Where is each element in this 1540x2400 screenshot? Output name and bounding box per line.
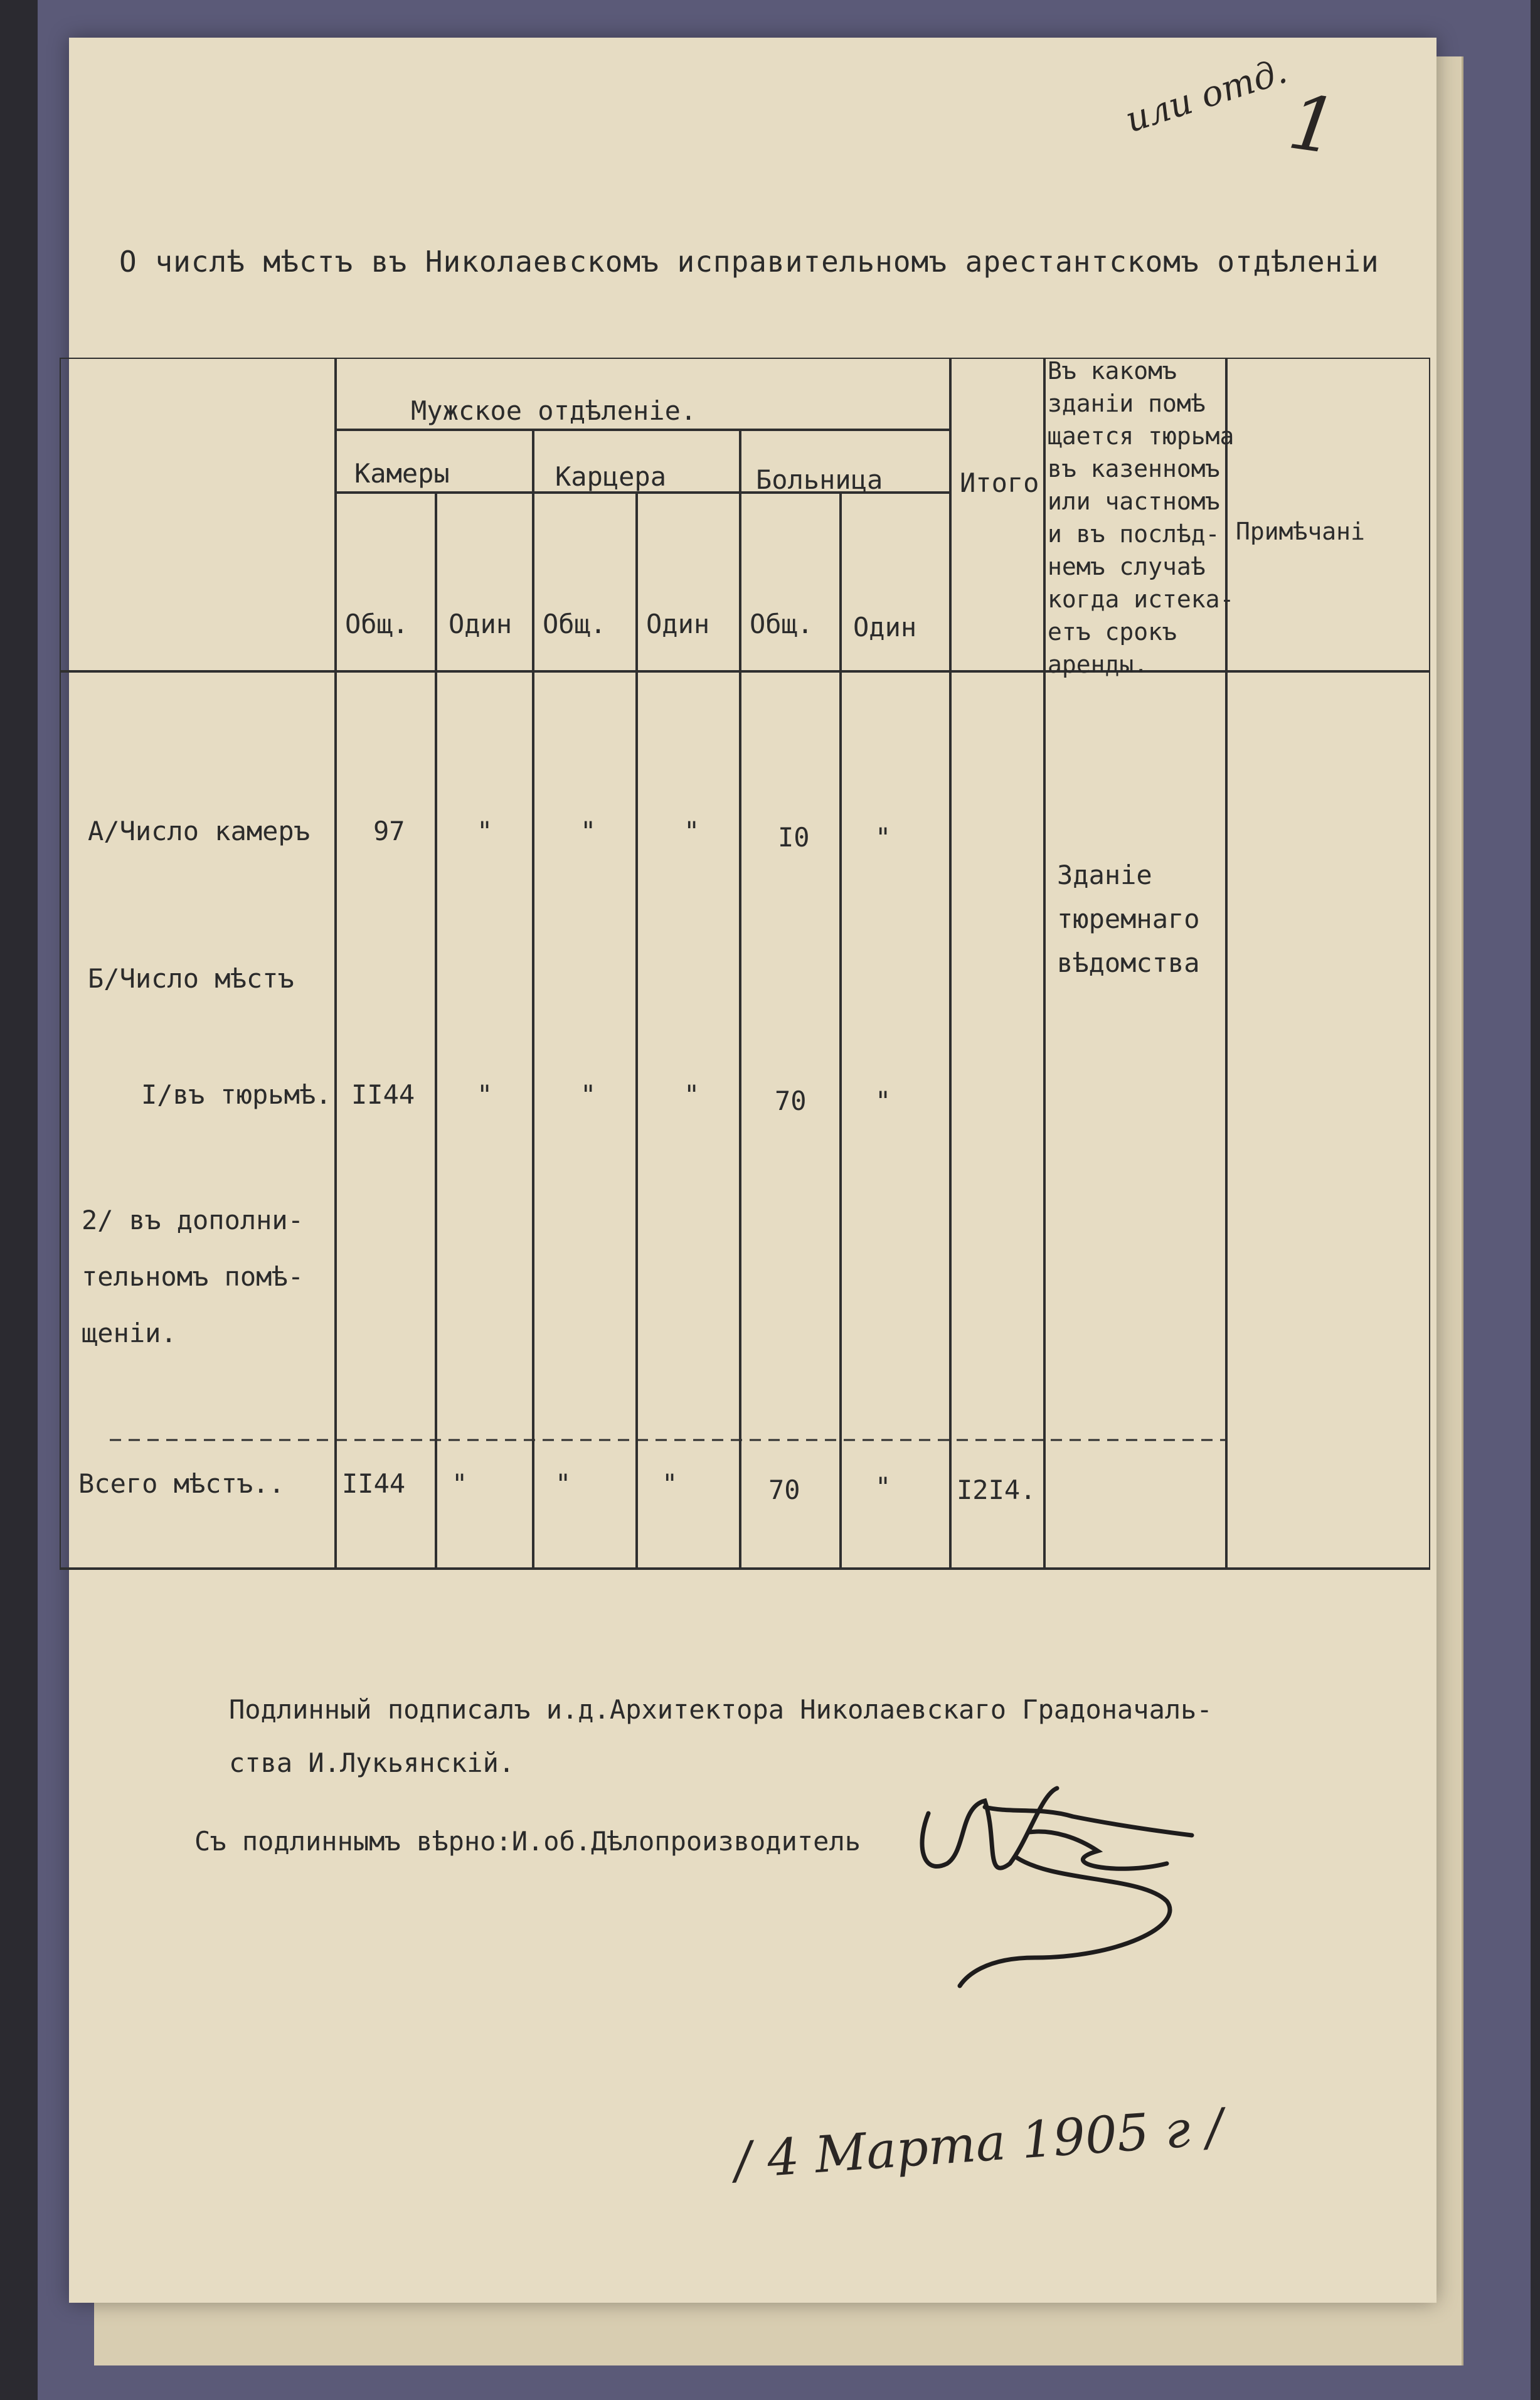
total-value-3: " [555,1468,571,1499]
row1-value-3: " [580,816,597,846]
footer-signed-line1: Подлинный подписалъ и.д.Архитектора Николаевскаго Градоначаль- [229,1694,1213,1725]
subhead-single-2: Один [646,609,710,639]
building-value: Зданiе тюремнаго вѣдомства [1057,860,1200,978]
building-header: Въ какомъ зданiи помѣ щается тюрьма въ казенномъ или частномъ и въ послѣд- немъ случаѣ когда истека- етъ срокъ аренды. [1048,357,1235,678]
row3-value-6: " [875,1085,891,1116]
total-value-1: II44 [342,1468,406,1499]
total-header: Итого [960,467,1039,498]
subhead-common-3: Общ. [750,609,814,639]
row3-value-2: " [477,1079,493,1110]
grand-total: I2I4. [957,1475,1036,1505]
subhead-common-1: Общ. [345,609,409,639]
row-label-total: Всего мѣстъ.. [78,1468,285,1499]
group-header: Мужское отдѣленiе. [411,395,697,426]
places-table [60,358,1430,1572]
section-header-hospital: Больница [756,464,883,495]
total-value-4: " [662,1468,678,1499]
total-value-5: 70 [768,1475,800,1505]
row3-value-5: 70 [775,1085,807,1116]
row1-value-2: " [477,816,493,846]
subhead-single-3: Один [853,612,917,643]
row-label-in-prison: I/въ тюрьмѣ. [141,1079,332,1110]
row3-value-3: " [580,1079,597,1110]
row3-value-1: II44 [351,1079,415,1110]
document-title: О числѣ мѣстъ въ Николаевскомъ исправительномъ арестантскомъ отдѣленiи [119,245,1379,279]
handwritten-date: / 4 Марта 1905 г / [732,2097,1225,2190]
total-value-2: " [452,1468,468,1499]
row1-value-6: " [875,822,891,853]
row-label-cells: А/Число камеръ [88,816,311,846]
row1-value-4: " [684,816,700,846]
footer-signed-line2: ства И.Лукьянскiй. [229,1747,515,1778]
row-label-places: Б/Число мѣстъ [88,963,294,994]
subhead-common-2: Общ. [543,609,607,639]
total-value-6: " [875,1471,891,1502]
sheet-number: 1 [1283,78,1343,172]
row3-value-4: " [684,1079,700,1110]
handwritten-signature [891,1769,1217,1995]
subhead-single-1: Один [449,609,512,639]
footer-certified: Съ подлиннымъ вѣрно:И.об.Дѣлопроизводитель [194,1826,861,1857]
section-header-punishment: Карцера [555,461,667,492]
row1-value-5: I0 [778,822,810,853]
remarks-header: Примѣчанi [1236,518,1365,545]
section-header-cells: Камеры [354,458,450,489]
row-label-additional: 2/ въ дополни- тельномъ помѣ- щенiи. [82,1205,304,1348]
corner-handwritten-note: или отд. [1120,50,1292,141]
row1-value-1: 97 [373,816,405,846]
